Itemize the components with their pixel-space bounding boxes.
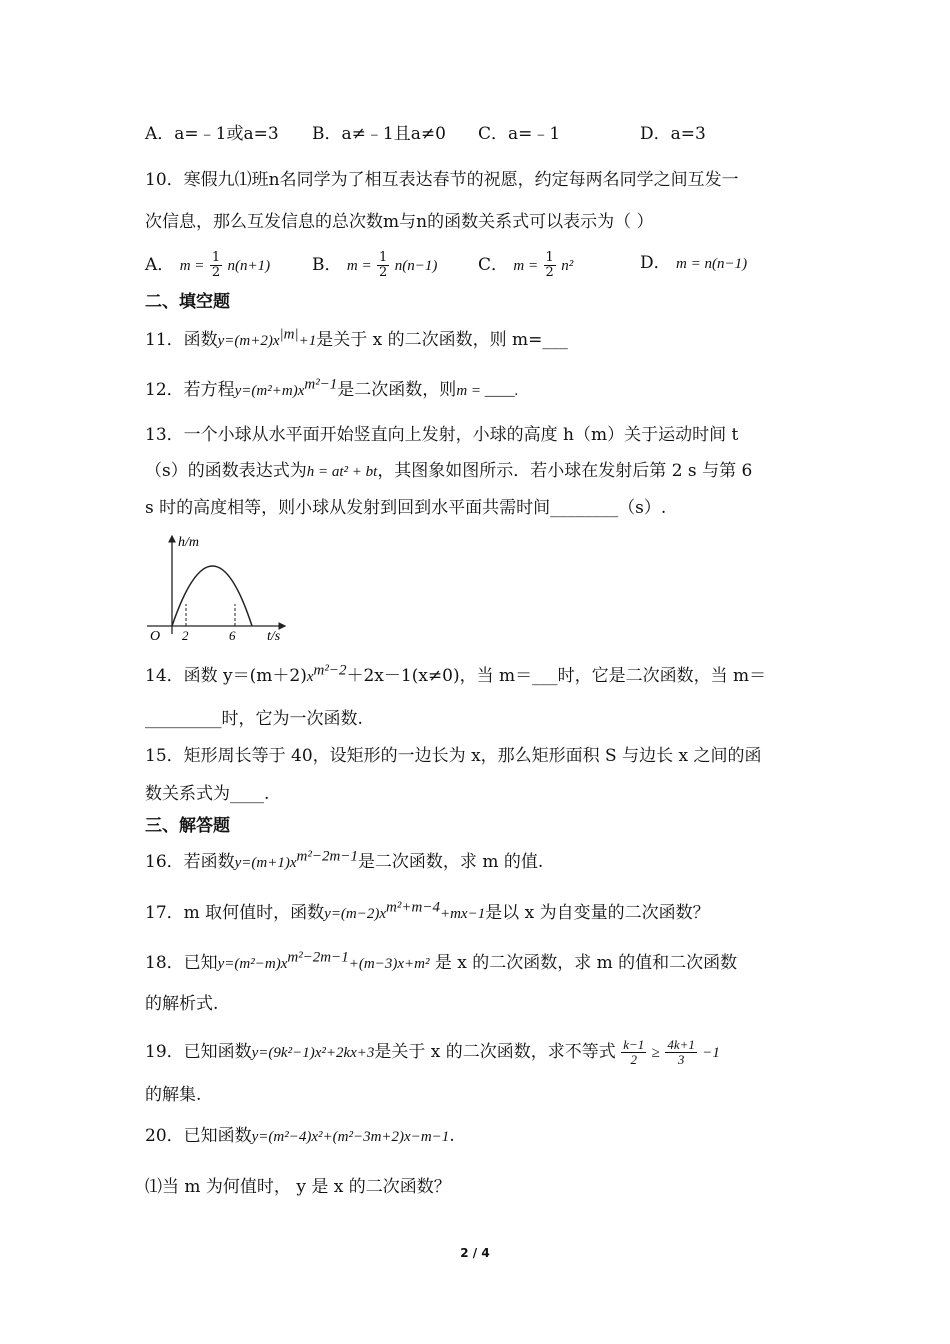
q13-line3: s 时的高度相等，则小球从发射到回到水平面共需时间________（s）. xyxy=(145,498,667,518)
q13-graph xyxy=(145,530,295,645)
q13-graph-xlabel: t/s xyxy=(267,629,281,644)
q10-option-d: D． m = n(n−1) xyxy=(640,253,748,273)
q15-line1: 15．矩形周长等于 40，设矩形的一边长为 x，那么矩形面积 S 与边长 x 之间的函 xyxy=(145,746,762,766)
q18-line2: 的解析式. xyxy=(145,994,219,1014)
q16: 16．若函数$y=(m+1)x^{m^2-2m-1}$是二次函数，求 m 的值. xyxy=(145,848,544,872)
q17: 17．m 取何值时，函数$y=(m-2)x^{m^2+m-4}+mx-1$是以 x 为自变量的二次函数？ xyxy=(145,899,710,923)
q19-line1: 19．已知函数y=(9k²−1)x²+2kx+3是关于 x 的二次函数，求不等式 $\frac{k-1}{2}$ ≥ $\frac{4k+1}{3}$ −1 xyxy=(145,1037,720,1067)
page-number: 2 / 4 xyxy=(460,1246,490,1260)
q13-graph-origin: O xyxy=(150,629,161,644)
q18-line1: 18．已知$y=(m^2-m)x^{m^2-2m-1}+(m-3)x+m^2$ 是 x 的二次函数，求 m 的值和二次函数 xyxy=(145,949,738,973)
q10-option-b: B． m = $\frac{1}{2}$ n(n−1) xyxy=(312,250,438,280)
q14-line2: _________时，它为一次函数. xyxy=(145,709,363,729)
q9-option-c: C．a=﹣1 xyxy=(478,124,561,144)
section-solve-heading: 三、解答题 xyxy=(145,816,230,836)
q10-option-a: A． m = $\frac{1}{2}$ n(n+1) xyxy=(145,250,271,280)
q19-line2: 的解集. xyxy=(145,1085,202,1105)
q20-sub1: ⑴当 m 为何值时， y 是 x 的二次函数？ xyxy=(145,1177,451,1197)
q9-option-b: B．a≠﹣1且a≠0 xyxy=(312,124,446,144)
q13-graph-ylabel: h/m xyxy=(178,535,199,550)
section-fill-in-heading: 二、填空题 xyxy=(145,292,230,312)
q11: 11．函数$y=(m+2)x^{|m|}+1$是关于 x 的二次函数，则 m=___ xyxy=(145,326,568,350)
q13-line2: （s）的函数表达式为h = at² + bt，其图象如图所示．若小球在发射后第 2 s 与第 6 xyxy=(145,461,753,481)
q13-graph-tick-2: 2 xyxy=(182,628,189,643)
q13-line1: 13．一个小球从水平面开始竖直向上发射，小球的高度 h（m）关于运动时间 t xyxy=(145,425,739,445)
q10-option-c: C． m = $\frac{1}{2}$ n² xyxy=(478,250,574,280)
q9-option-d: D．a=3 xyxy=(640,124,706,144)
q9-option-a: A．a=﹣1或a=3 xyxy=(145,124,279,144)
q10-line1: 10．寒假九⑴班n名同学为了相互表达春节的祝愿，约定每两名同学之间互发一 xyxy=(145,170,739,190)
q13-graph-parabola xyxy=(172,566,252,626)
q12: 12．若方程$y=(m^2+m)x^{m^2-1}$是二次函数，则m = ____. xyxy=(145,376,519,400)
q10-line2: 次信息，那么互发信息的总次数m与n的函数关系式可以表示为（ ） xyxy=(145,212,654,232)
q15-line2: 数关系式为____. xyxy=(145,784,270,804)
q20-line1: 20．已知函数y=(m²−4)x²+(m²−3m+2)x−m−1. xyxy=(145,1126,455,1146)
q13-graph-tick-6: 6 xyxy=(229,628,236,643)
q14-line1: 14．函数 $y=(m+2)x^{m^2-2}+2x-1(x\ne 0)$，当 m＝___时，它是二次函数，当 m＝ xyxy=(145,662,767,686)
